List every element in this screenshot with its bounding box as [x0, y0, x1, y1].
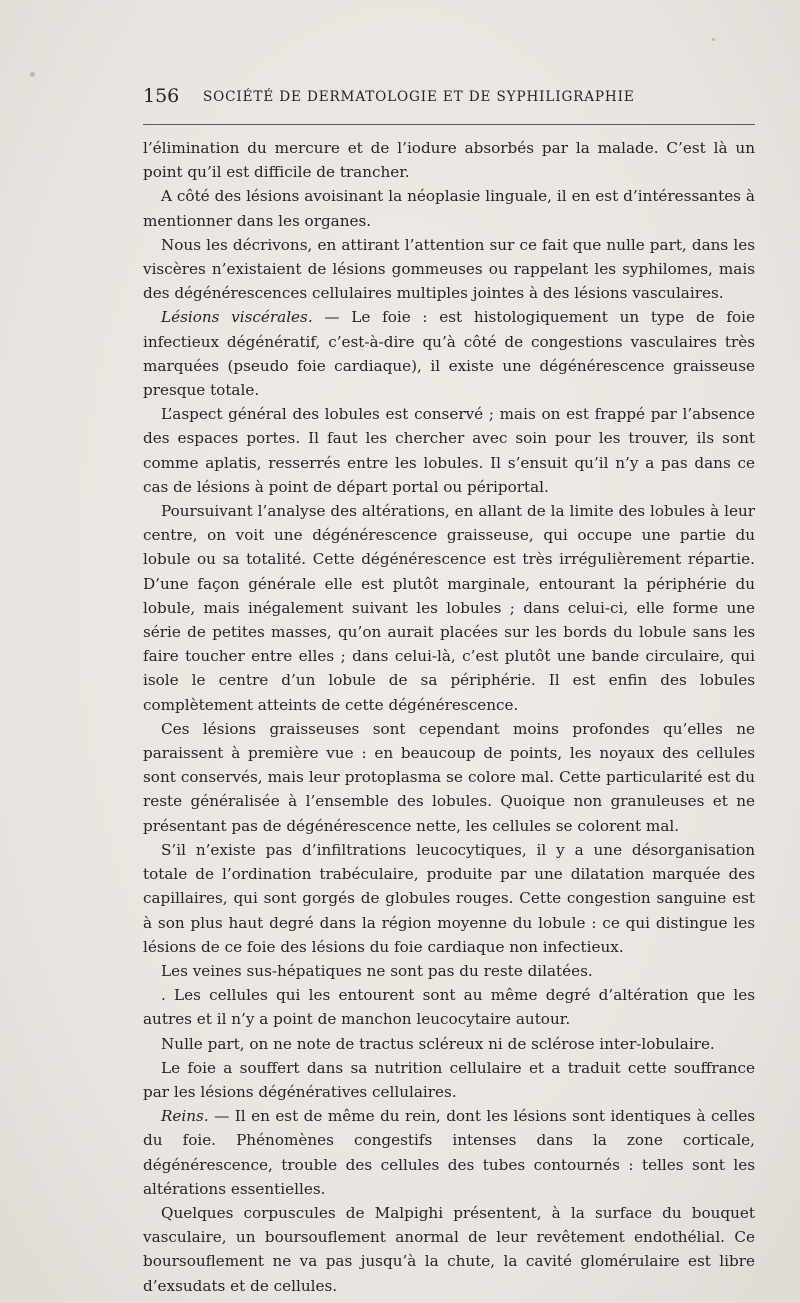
paragraph-text: Nous les décrivons, en attirant l’attention sur ce fait que nulle part, dans les viscères n’existaient de lésions gommeuses ou rappelant les syphilomes, mais des dégénérescences cellulaires multiples jointes à des lésions vasculaires. [143, 235, 755, 303]
paper-speck [712, 38, 715, 41]
paragraph-text: — Le foie : est histologiquement un type de foie infectieux dégénératif, c’est-à-dire qu’à côté de congestions vasculaires très marquées (pseudo foie cardiaque), il existe une dégénérescence graisseuse presque totale. [143, 308, 756, 400]
paper-speck [30, 72, 35, 77]
paragraph-text: . Les cellules qui les entourent sont au même degré d’altération que les autres et il n’y a point de manchon leucocytaire autour. [143, 986, 755, 1029]
paragraph [143, 959, 755, 983]
paragraph-text: A côté des lésions avoisinant la néoplasie linguale, il en est d’intéressantes à mentionner dans les organes. [143, 187, 755, 230]
paragraph [143, 1201, 755, 1298]
paragraph [143, 1104, 755, 1201]
running-title: SOCIÉTÉ DE DERMATOLOGIE ET DE SYPHILIGRAPHIE [203, 89, 635, 105]
running-header [143, 84, 757, 110]
paragraph-text: Poursuivant l’analyse des altérations, en allant de la limite des lobules à leur centre, on voit une dégénérescence graisseuse, qui occupe une partie du lobule ou sa totalité. Cette dégénérescence est très irrégulièrement répartie. D’une façon générale elle est plutôt marginale, entourant la périphérie du lobule, mais inégalement suivant les lobules ; dans celui-ci, elle forme une série de petites masses, qu’on aurait placées sur les bords du lobule sans les faire toucher entre elles ; dans celui-là, c’est plutôt une bande circulaire, qui isole le centre d’un lobule de sa périphérie. Il est enfin des lobules complètement atteints de cette dégénérescence. [143, 502, 755, 714]
paragraph [143, 184, 755, 232]
paragraph [143, 402, 755, 499]
paragraph-text: Le foie a souffert dans sa nutrition cellulaire et a traduit cette souffrance par les lésions dégénératives cellulaires. [143, 1058, 755, 1101]
paragraph [143, 499, 755, 717]
paragraph [143, 1056, 755, 1104]
paragraph-text: — Il en est de même du rein, dont les lésions sont identiques à celles du foie. Phénomènes congestifs intenses dans la zone corticale, dégénérescence, trouble des cellules des tubes contournés : telles sont les altérations essentielles. [143, 1107, 755, 1198]
paragraph-text: Nulle part, on ne note de tractus scléreux ni de sclérose inter-lobulaire. [161, 1034, 715, 1053]
paragraph [143, 305, 755, 402]
paragraph [143, 717, 755, 838]
paragraph-text: l’élimination du mercure et de l’iodure absorbés par la malade. C’est là un point qu’il est difficile de trancher. [143, 139, 755, 182]
paragraph-text: L’aspect général des lobules est conservé ; mais on est frappé par l’absence des espaces portes. Il faut les chercher avec soin pour les trouver, ils sont comme aplatis, resserrés entre les lobules. Il s’ensuit qu’il n’y a pas dans ce cas de lésions à point de départ portal ou périportal. [143, 405, 755, 496]
header-rule [143, 124, 755, 125]
paragraph [143, 838, 755, 959]
paragraph-text: Quelques corpuscules de Malpighi présentent, à la surface du bouquet vasculaire, un boursouflement anormal de leur revêtement endothélial. Ce boursouflement ne va pas jusqu’à la chute, la cavité glomérulaire est libre d’exsudats et de cellules. [143, 1203, 755, 1295]
paragraph [143, 983, 755, 1031]
paragraph-text: S’il n’existe pas d’infiltrations leucocytiques, il y a une désorganisation totale de l’ordination trabéculaire, produite par une dilatation marquée des capillaires, qui sont gorgés de globules rouges. Cette congestion sanguine est à son plus haut degré dans la région moyenne du lobule : ce qui distingue les lésions de ce foie des lésions du foie cardiaque non infectieux. [143, 840, 755, 956]
paragraph-text: Les veines sus-hépatiques ne sont pas du reste dilatées. [161, 961, 593, 980]
paragraph [143, 136, 755, 184]
body-text [143, 136, 755, 1298]
page-number: 156 [143, 85, 180, 107]
paragraph [143, 233, 755, 306]
paragraph-lead: Reins. [161, 1107, 209, 1126]
paragraph [143, 1032, 755, 1056]
paragraph-text: Ces lésions graisseuses sont cependant moins profondes qu’elles ne paraissent à première vue : en beaucoup de points, les noyaux des cellules sont conservés, mais leur protoplasma se colore mal. Cette particularité est du reste généralisée à l’ensemble des lobules. Quoique non granuleuses et ne présentant pas de dégénérescence nette, les cellules se colorent mal. [143, 719, 755, 835]
paragraph-lead: Lésions viscérales. [161, 308, 313, 327]
